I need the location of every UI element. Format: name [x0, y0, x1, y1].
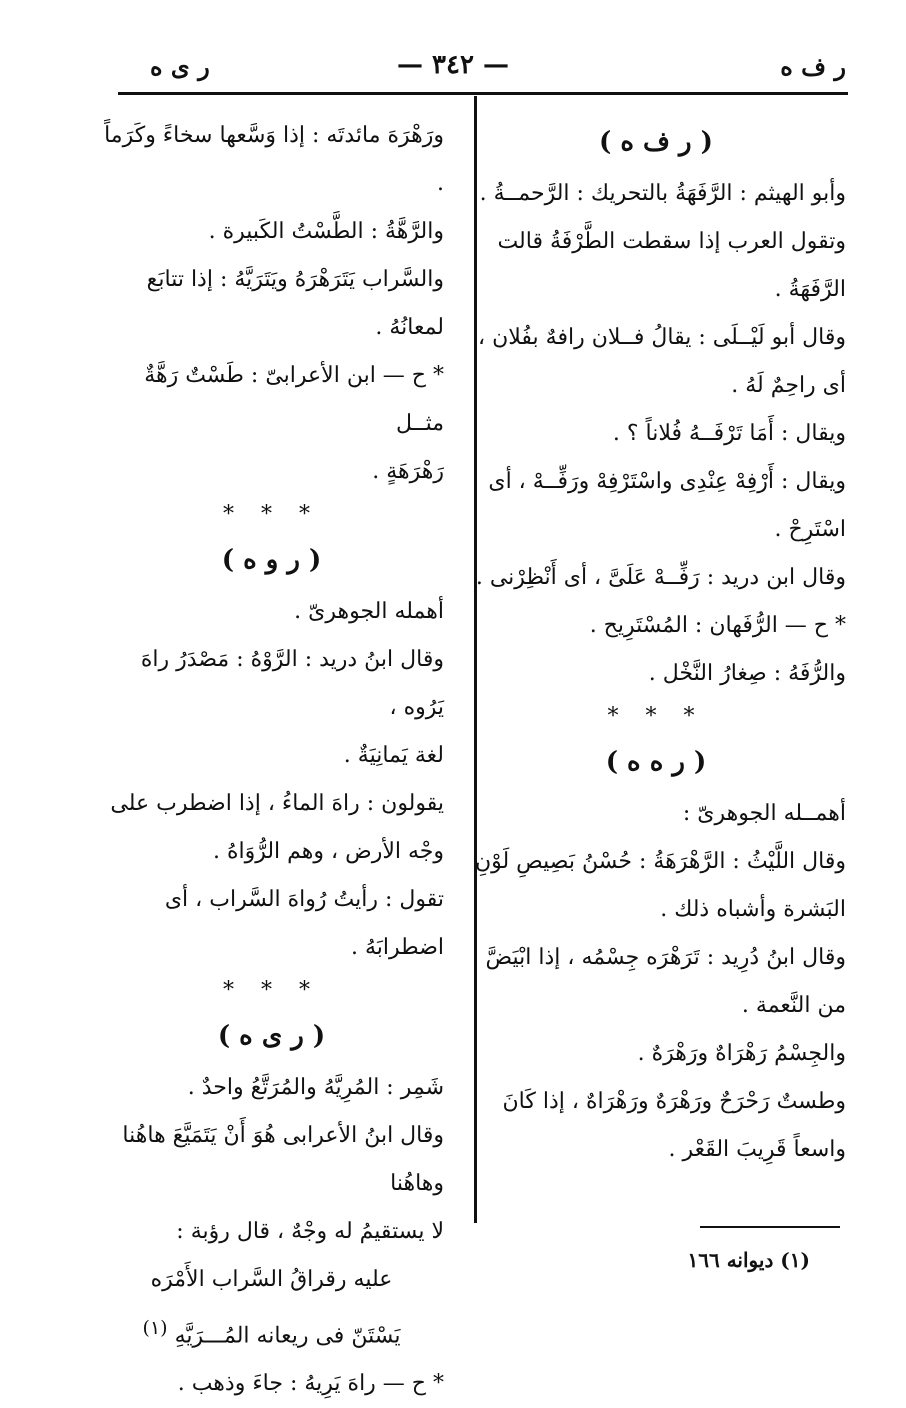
text-line: رَهْرَهَةٍ . [372, 459, 444, 484]
text-line: أهمــله الجوهرىّ : [682, 801, 846, 826]
page-number: — ٣٤٢ — [396, 50, 510, 80]
text-line: ويقال : أَمَا تَرْفَــهُ فُلاناً ؟ . [612, 421, 846, 446]
text-line: واسعاً قَرِيبَ القَعْر . [668, 1137, 846, 1162]
text-line: وأبو الهيثم : الرَّفَهَةُ بالتحريك : الرَّحمــةُ . [479, 181, 846, 206]
text-line: وقال اللَّيْثُ : الرَّهْرَهَةُ : حُسْنُ بَصِيصِ لَوْنِ [474, 849, 846, 874]
text-line: وقال ابنُ دُرِيد : تَرَهْرَه جِسْمُه ، إذا ابْيَضَّ [485, 945, 846, 970]
verse-line: عليه رقراقُ السَّراب الأَمْرَه [150, 1267, 393, 1292]
text-line: * ح — ابن الأعرابىّ : طَسْتٌ رَهَّةٌ مثــل [144, 363, 444, 436]
text-line: اسْتَرِحْ . [774, 517, 846, 542]
entry-title: ( ر ى ه ) [217, 1021, 326, 1051]
text-line: أهمله الجوهرىّ . [294, 599, 444, 624]
text-line: وقال ابن دريد : رَفِّــهْ عَلَىَّ ، أى أَنْظِرْنى . [475, 565, 846, 590]
left-column [99, 112, 444, 1408]
header-rule [118, 92, 848, 95]
entry-title: ( ر و ه ) [221, 545, 322, 575]
text-line: والجِسْمُ رَهْرَاهٌ ورَهْرَهٌ . [637, 1041, 846, 1066]
right-column [466, 112, 846, 1174]
footnote-marker: (١) [142, 1317, 168, 1339]
text-line: * ح — راهَ يَرِيهُ : جاءَ وذهب . [177, 1371, 444, 1397]
text-line: وقال ابنُ الأعرابى هُوَ أَنْ يَتَمَيَّعَ هاهُنا وهاهُنا [122, 1123, 444, 1196]
text-line: من النَّعمة . [741, 993, 846, 1018]
text-line: شَمِر : المُرِيَّهُ والمُرَتَّعُ واحدٌ . [187, 1075, 444, 1100]
text-line: ويقال : أَرْفِهْ عِنْدِى واسْتَرْفِهْ ورَفِّــهْ ، أى [488, 469, 846, 494]
section-separator: * * * [223, 502, 320, 527]
verse-line [99, 1304, 444, 1360]
footnote-rule [700, 1226, 840, 1228]
section-separator: * * * [223, 978, 320, 1003]
text-line: يقولون : راهَ الماءُ ، إذا اضطرب على [110, 791, 444, 816]
footnote: (١) ديوانه ١٦٦ [687, 1248, 810, 1272]
text-line: لا يستقيمُ له وجْهٌ ، قال رؤبة : [176, 1219, 444, 1244]
text-line: وطستٌ رَحْرَحٌ ورَهْرَهٌ ورَهْرَاهٌ ، إذا كَانَ [502, 1089, 846, 1114]
text-line: تقول : رأيتُ رُواهَ السَّراب ، أى اضطرابَهُ . [164, 887, 444, 960]
text-line: وقال ابنُ دريد : الرَّوْهُ : مَصْدَرُ راهَ يَرُوه ، [140, 647, 444, 720]
entry-title: ( ر ف ه ) [599, 127, 713, 157]
text-line: والسَّراب يَتَرَهْرَهُ ويَتَرَيَّهُ : إذا تتابَع لمعانُهُ . [146, 267, 444, 340]
text-line: البَشرة وأشباه ذلك . [660, 897, 846, 922]
text-line: أى راحِمٌ لَهُ . [731, 373, 846, 398]
text-line: والرَّهَّةُ : الطَّسْتُ الكَبيرة . [208, 219, 444, 244]
text-line: والرُّفَهُ : صِغارُ النَّخْل . [648, 661, 846, 686]
text-line: لغة يَمانِيَةٌ . [343, 743, 444, 768]
text-line: * ح — الرُّفَهان : المُسْتَرِيح . [589, 613, 846, 638]
text-line: ورَهْرَهَ مائدتَه : إذا وَسَّعها سخاءً وكَرَماً . [104, 123, 444, 196]
text-line: وتقول العرب إذا سقطت الطَّرْفَةُ قالت الرَّفَهَةُ . [497, 229, 846, 302]
text-line: وجْه الأرض ، وهم الرُّوَاهُ . [212, 839, 444, 864]
entry-title: ( ر ه ه ) [605, 747, 707, 777]
verse-text: يَسْتَنّ فى ريعانه المُـــرَيَّهِ [174, 1323, 401, 1349]
section-separator: * * * [607, 704, 705, 729]
text-line: وقال أبو لَيْــلَى : يقالُ فــلان رافهٌ بفُلان ، [478, 325, 846, 350]
header-root-left: ر ى ه [150, 52, 210, 81]
header-root-right: ر ف ه [780, 52, 846, 81]
